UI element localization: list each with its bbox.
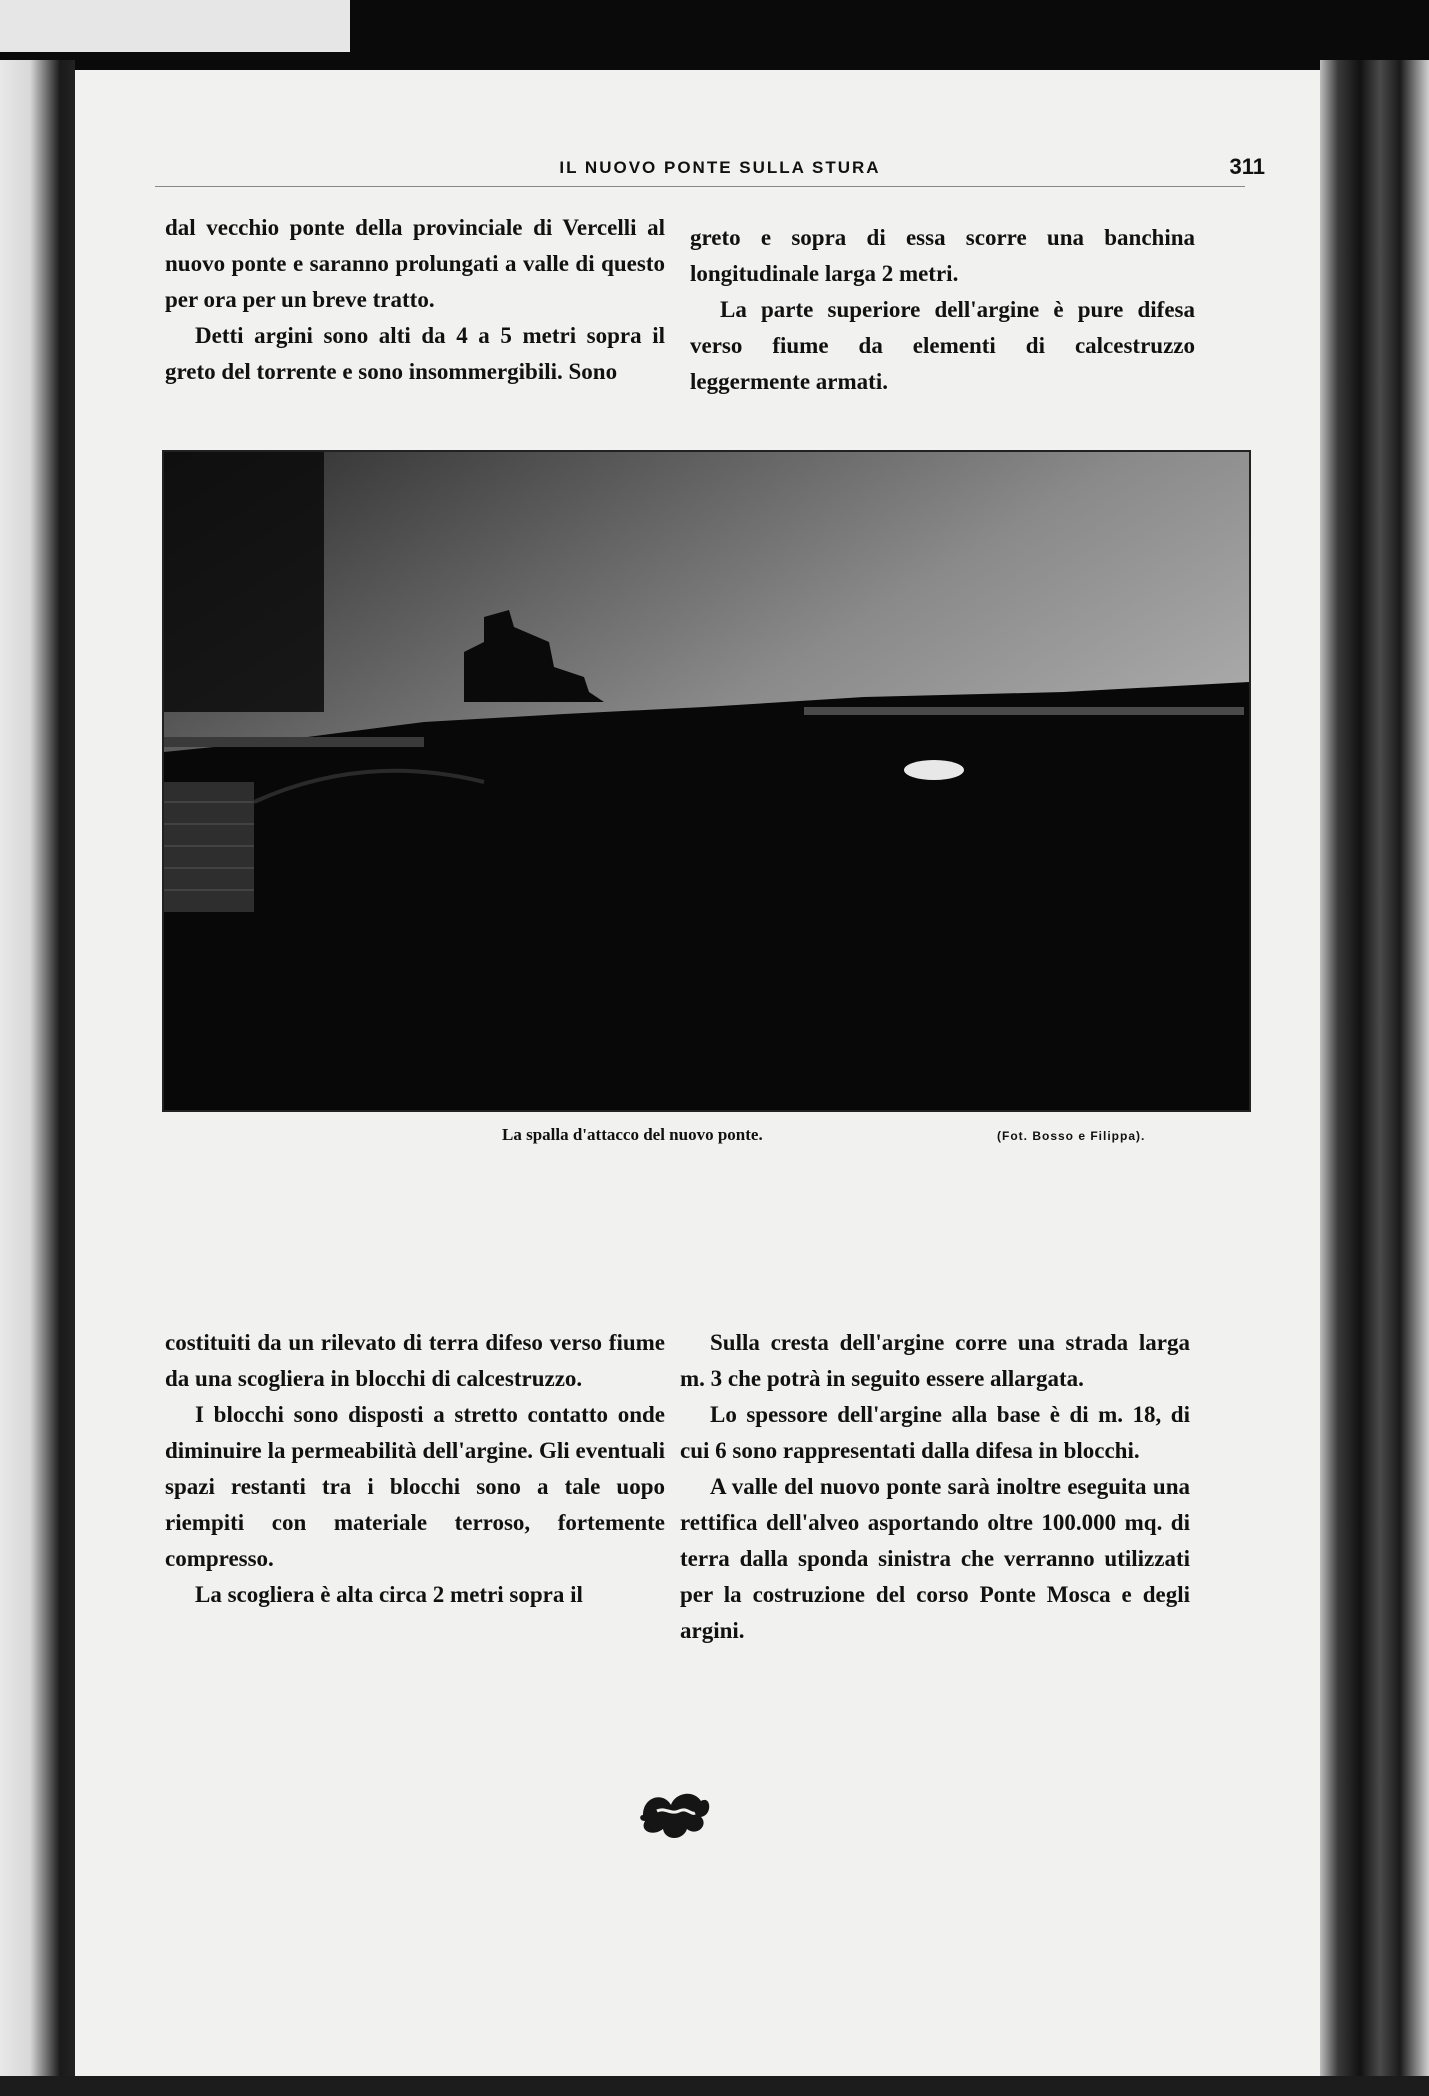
photo-credit: (Fot. Bosso e Filippa). <box>997 1129 1146 1143</box>
figure-caption: La spalla d'attacco del nuovo ponte. <box>502 1125 763 1144</box>
text-column-top-left <box>165 210 665 390</box>
paragraph: I blocchi sono disposti a stretto contatto onde diminuire la permeabilità dell'argine. Gli eventuali spazi restanti tra i blocchi sono a tale uopo riempiti con materiale terroso, fortemente compresso. <box>165 1402 665 1571</box>
text-column-bottom-right <box>680 1325 1190 1649</box>
scan-border-paper-edge <box>0 0 350 52</box>
paragraph: costituiti da un rilevato di terra difeso verso fiume da una scogliera in blocchi di calcestruzzo. <box>165 1330 665 1391</box>
paragraph: La scogliera è alta circa 2 metri sopra il <box>195 1582 583 1607</box>
bridge-abutment-photo <box>162 450 1251 1112</box>
scan-border-right <box>1320 60 1429 2096</box>
text-column-bottom-left <box>165 1325 665 1613</box>
paragraph: greto e sopra di essa scorre una banchina longitudinale larga 2 metri. <box>690 225 1195 286</box>
paragraph: Detti argini sono alti da 4 a 5 metri sopra il greto del torrente e sono insommergibili. Sono <box>165 323 665 384</box>
text-column-top-right <box>690 220 1195 400</box>
paragraph: Sulla cresta dell'argine corre una strada larga m. 3 che potrà in seguito essere allargata. <box>680 1330 1190 1391</box>
scan-border-bottom <box>0 2076 1429 2096</box>
scan-border-left <box>0 60 75 2096</box>
running-head <box>175 154 1265 182</box>
book-page <box>75 70 1320 2076</box>
paragraph: A valle del nuovo ponte sarà inoltre eseguita una rettifica dell'alveo asportando oltre 100.000 mq. di terra dalla sponda sinistra che verranno utilizzati per la costruzione del corso Ponte Mosca e degli argini. <box>680 1474 1190 1643</box>
photo-illustration <box>164 452 1249 1110</box>
header-rule <box>155 186 1245 187</box>
paragraph: Lo spessore dell'argine alla base è di m. 18, di cui 6 sono rappresentati dalla difesa in blocchi. <box>680 1402 1190 1463</box>
decorative-fleuron-icon <box>635 1785 715 1845</box>
paragraph: La parte superiore dell'argine è pure difesa verso fiume da elementi di calcestruzzo leggermente armati. <box>690 297 1195 394</box>
paragraph: dal vecchio ponte della provinciale di Vercelli al nuovo ponte e saranno prolungati a valle di questo per ora per un breve tratto. <box>165 215 665 312</box>
running-title: IL NUOVO PONTE SULLA STURA <box>559 158 881 177</box>
page-number: 311 <box>1229 154 1265 179</box>
